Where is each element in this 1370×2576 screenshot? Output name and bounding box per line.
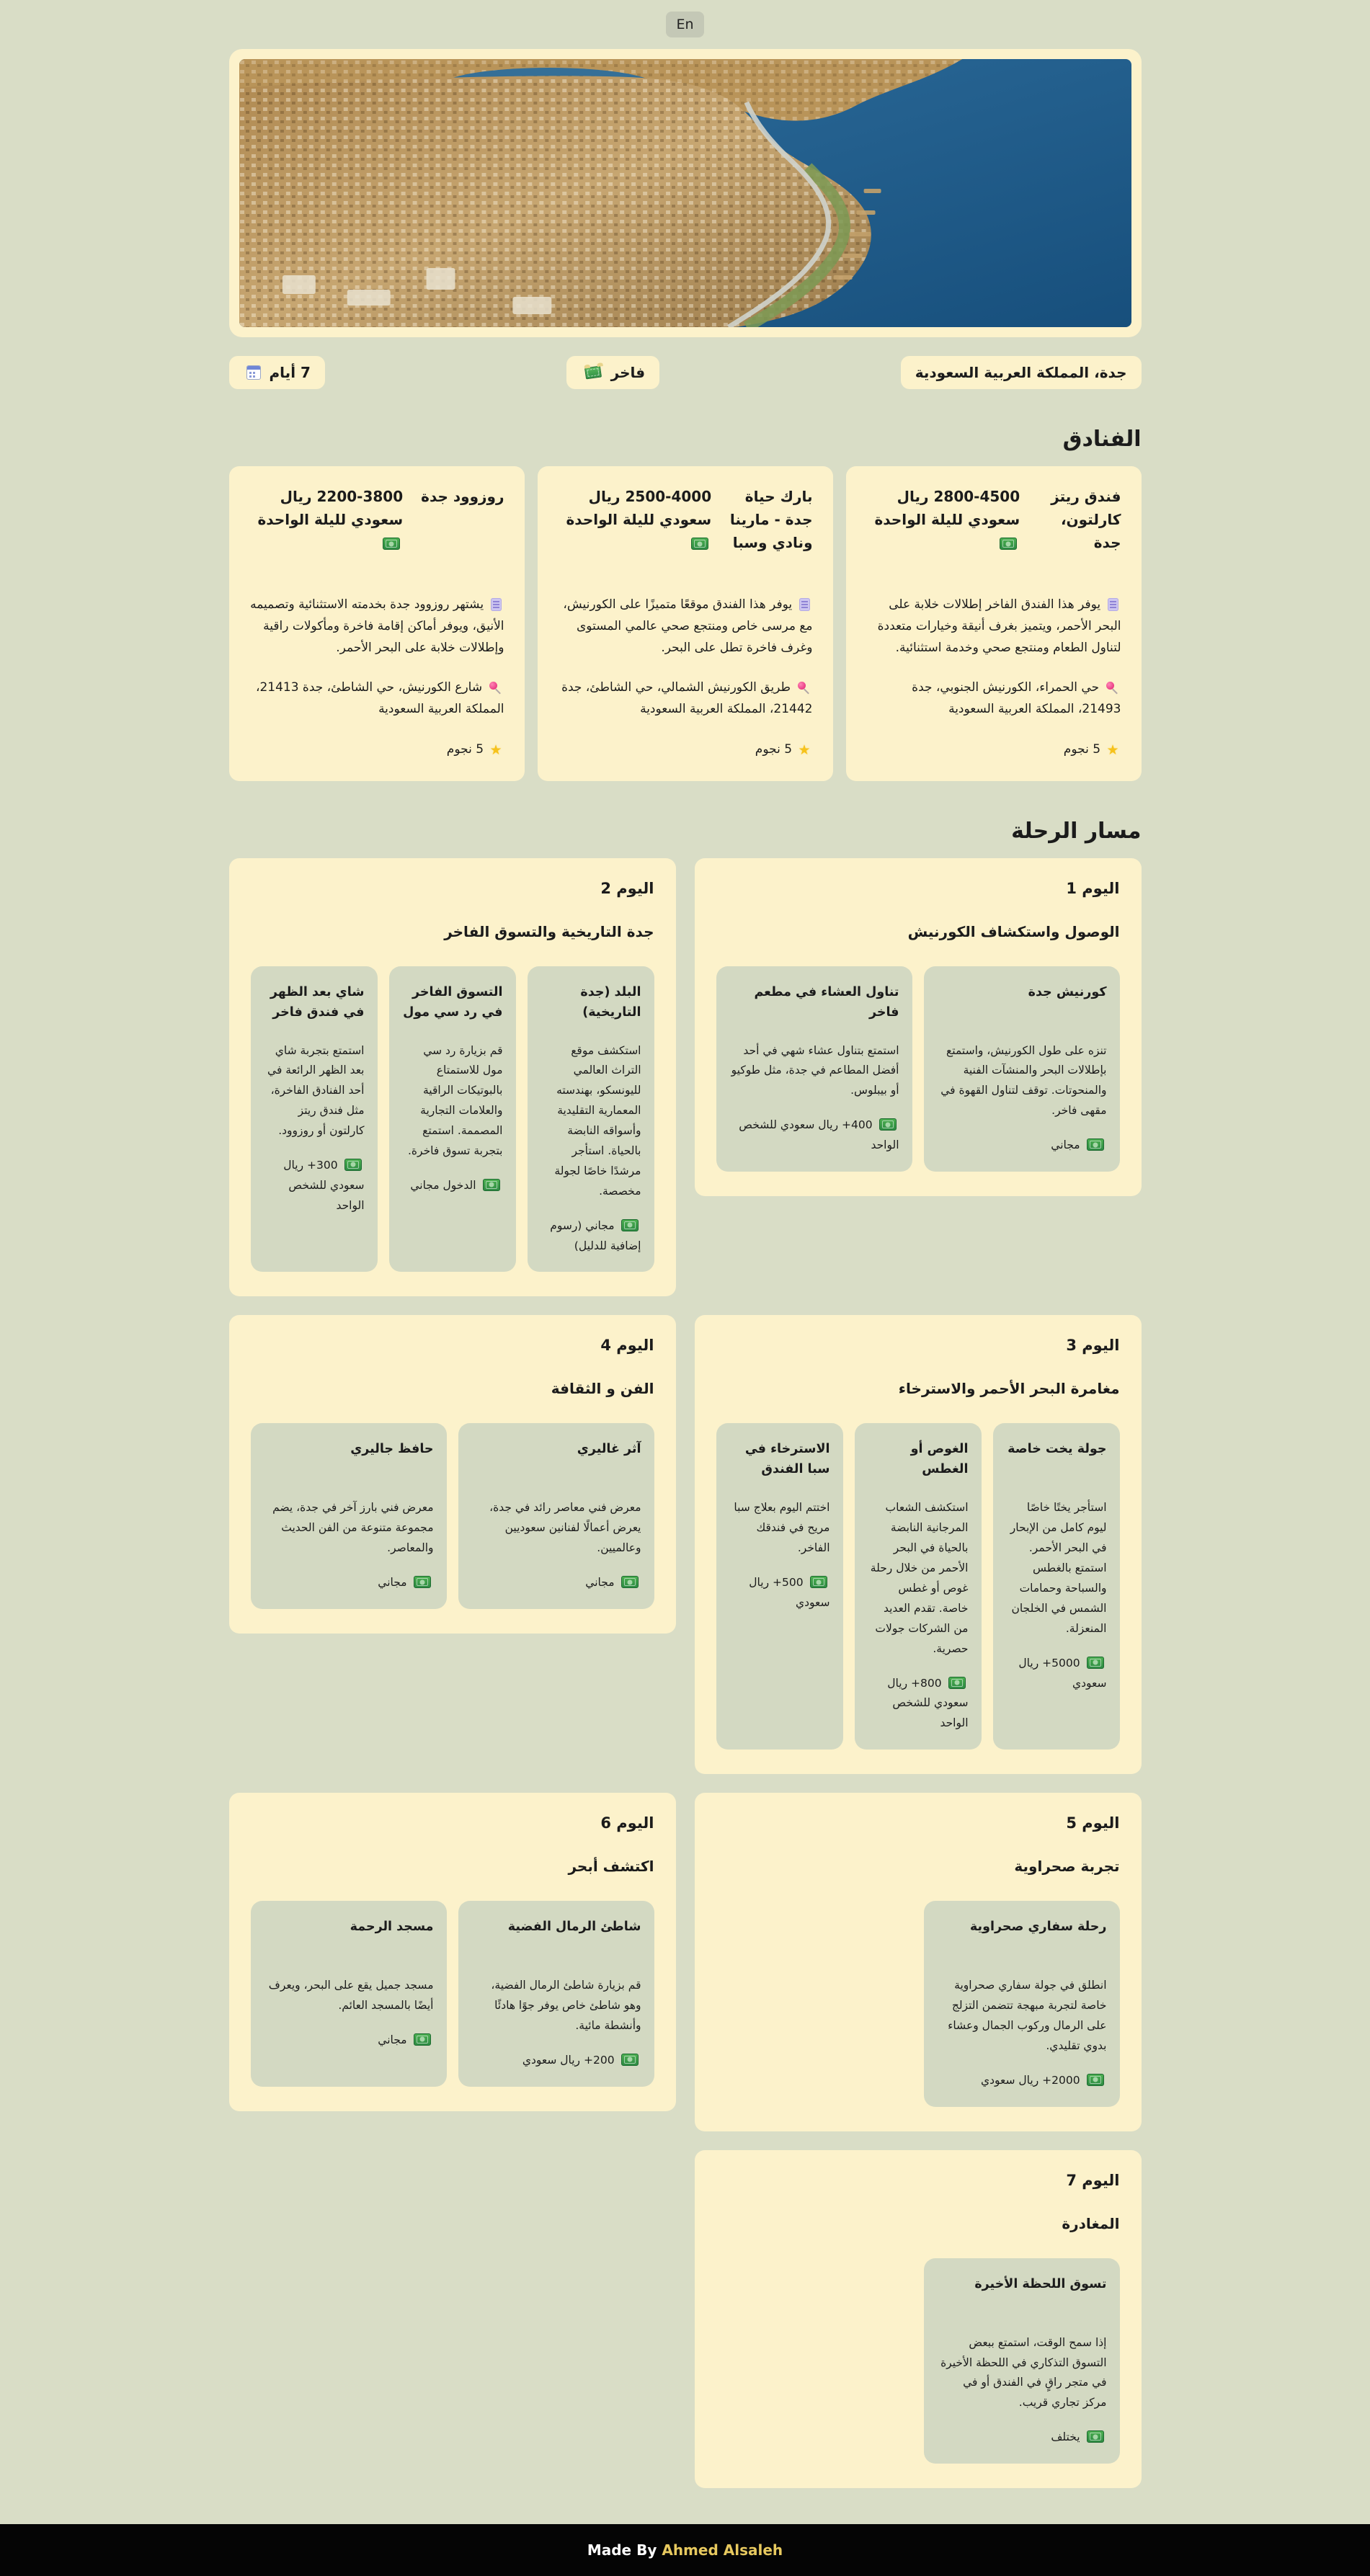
- activity-cost: [402, 1176, 503, 1196]
- hotels-grid: [229, 466, 1142, 781]
- money-icon: [1087, 2074, 1104, 2086]
- activity-card: [993, 1423, 1120, 1750]
- activity-card: [716, 966, 912, 1172]
- hotel-description: [558, 594, 813, 659]
- activity-description: استأجر يختًا خاصًا ليوم كامل من الإبحار في البحر الأحمر. استمتع بالغطس والسباحة وحمامات الشمس في الخلجان المنعزلة.: [1010, 1501, 1107, 1635]
- activity-description: استكشف الشعاب المرجانية النابضة بالحياة في البحر الأحمر من خلال رحلة غوص أو غطس خاصة. تقدم العديد من الشركات جولات حصرية.: [870, 1501, 969, 1655]
- document-icon: [1108, 598, 1118, 611]
- activity-cost: [264, 1156, 365, 1216]
- day-activities: [716, 1901, 1120, 2106]
- hotel-rating-text: 5 نجوم: [1063, 741, 1101, 757]
- pushpin-icon: [489, 682, 502, 694]
- activity-description: استمتع بتجربة شاي بعد الظهر الرائعة في أحد الفنادق الفاخرة، مثل فندق ريتز كارلتون أو روزوود.: [267, 1043, 365, 1138]
- activity-name: جولة يخت خاصة: [1008, 1442, 1107, 1457]
- day-title: جدة التاريخية والتسوق الفاخر: [444, 922, 654, 940]
- activity-cost-text: مجاني: [585, 1576, 615, 1590]
- day-label: اليوم 6: [600, 1814, 654, 1832]
- activity-description: اختتم اليوم بعلاج سبا مريح في فندقك الفاخر.: [734, 1501, 830, 1555]
- hotel-card-header: [866, 485, 1121, 594]
- money-icon: [621, 2054, 639, 2066]
- hotel-price-label: 2800-4500 ريال سعودي لليلة الواحدة: [874, 488, 1020, 528]
- money-icon: [383, 538, 400, 550]
- money-icon: [1000, 538, 1017, 550]
- activity-cost-text: الدخول مجاني: [410, 1178, 476, 1192]
- calendar-icon: [246, 365, 261, 380]
- activity-description: مسجد جميل يقع على البحر، ويعرف أيضًا بالمسجد العائم.: [268, 1979, 434, 2013]
- money-icon: [1087, 1138, 1104, 1151]
- hotel-description-text: يشتهر روزوود جدة بخدمته الاستثنائية وتصميمه الأنيق، ويوفر أماكن إقامة فاخرة ومأكولات راقية وإطلالات خلابة على البحر الأحمر.: [250, 597, 504, 655]
- day-card: [229, 858, 676, 1297]
- activity-name: البلد (جدة التاريخية): [580, 984, 641, 1020]
- hotel-rating: [558, 739, 813, 762]
- hotel-price-label: 2500-4000 ريال سعودي لليلة الواحدة: [566, 488, 712, 528]
- activity-name: رحلة سفاري صحراوية: [969, 1920, 1107, 1935]
- day-title: تجربة صحراوية: [1014, 1858, 1120, 1876]
- footer: [0, 2524, 1370, 2576]
- tier-badge-label: فاخر: [610, 364, 646, 381]
- day-activities: [251, 1901, 654, 2087]
- activity-cost: [1006, 1654, 1107, 1694]
- activity-card: [389, 966, 516, 1273]
- hotel-description: [249, 594, 504, 659]
- money-icon: [344, 1159, 362, 1171]
- day-label: اليوم 7: [1066, 2171, 1120, 2189]
- hotel-address: [249, 677, 504, 721]
- activity-card: [458, 1423, 654, 1609]
- footer-author: Ahmed Alsaleh: [662, 2541, 783, 2559]
- money-icon: [948, 1677, 966, 1689]
- hotel-rating-text: 5 نجوم: [446, 741, 484, 757]
- money-icon: [483, 1179, 500, 1191]
- hotel-card: [538, 466, 833, 781]
- activity-card: [458, 1901, 654, 2087]
- hotel-address: [558, 677, 813, 721]
- document-icon: [799, 598, 810, 611]
- activity-cost-text: 5000+ ريال سعودي: [1018, 1656, 1107, 1690]
- location-badge-label: جدة، المملكة العربية السعودية: [915, 364, 1127, 381]
- day-activities: [716, 1423, 1120, 1750]
- star-icon: [798, 741, 810, 762]
- activity-description: انطلق في جولة سفاري صحراوية خاصة لتجربة مبهجة تتضمن التزلج على الرمال وركوب الجمال وعشاء بدوي تقليدي.: [948, 1979, 1107, 2052]
- itinerary-grid: [229, 858, 1142, 2489]
- hotel-card-header: [249, 485, 504, 594]
- activity-name: الغوص أو الغطس: [910, 1442, 969, 1477]
- activity-name: شاي بعد الظهر في فندق فاخر: [270, 984, 365, 1020]
- day-title: الفن و الثقافة: [551, 1380, 654, 1398]
- hotel-price: [558, 485, 712, 554]
- day-card: [229, 1793, 676, 2111]
- duration-badge-label: 7 أيام: [269, 364, 311, 381]
- activity-cost-text: 500+ ريال سعودي: [749, 1576, 830, 1609]
- hotel-rating: [249, 739, 504, 762]
- footer-made-by: Made By: [587, 2541, 657, 2559]
- itinerary-section-title: مسار الرحلة: [1011, 818, 1142, 844]
- hotel-description-text: يوفر هذا الفندق موقعًا متميزًا على الكورنيش، مع مرسى خاص ومنتجع صحي عالمي المستوى وغرف فاخرة تطل على البحر.: [563, 597, 813, 655]
- money-icon: [1087, 1657, 1104, 1669]
- hotel-rating: [866, 739, 1121, 762]
- activity-cost-text: يختلف: [1051, 2430, 1080, 2444]
- day-activities: [716, 966, 1120, 1172]
- activity-cost: [937, 1136, 1107, 1156]
- activity-cost-text: مجاني: [378, 1576, 407, 1590]
- top-bar: [0, 0, 1370, 45]
- money-icon: [414, 2033, 431, 2046]
- activity-cost: [471, 2051, 641, 2071]
- activity-card: [251, 966, 378, 1273]
- activity-name: آثر غاليري: [577, 1442, 641, 1457]
- hotel-description: [866, 594, 1121, 659]
- activity-card: [716, 1423, 843, 1750]
- activity-cost: [937, 2071, 1107, 2091]
- activity-cost: [868, 1674, 969, 1734]
- activity-cost: [264, 2031, 434, 2051]
- activity-name: تناول العشاء في مطعم فاخر: [754, 984, 899, 1020]
- star-icon: [1106, 741, 1118, 762]
- day-activities: [251, 1423, 654, 1609]
- activity-cost-text: 2000+ ريال سعودي: [980, 2073, 1080, 2087]
- language-toggle-button[interactable]: En: [666, 12, 703, 37]
- activity-name: شاطئ الرمال الفضية: [507, 1920, 641, 1935]
- activity-name: كورنيش جدة: [1028, 984, 1107, 999]
- hotel-name: فندق ريتز كارلتون، جدة: [1051, 488, 1121, 551]
- badges-row: [229, 356, 1142, 389]
- day-label: اليوم 5: [1066, 1814, 1120, 1832]
- activity-cost-text: 800+ ريال سعودي للشخص الواحد: [887, 1676, 969, 1730]
- activity-cost-text: 300+ ريال سعودي للشخص الواحد: [283, 1158, 365, 1212]
- day-title: الوصول واستكشاف الكورنيش: [907, 922, 1120, 940]
- activity-name: حافظ جاليري: [350, 1442, 434, 1457]
- day-card: [695, 1315, 1142, 1774]
- activity-name: الاسترخاء في سبا الفندق: [744, 1442, 830, 1477]
- star-icon: [489, 741, 502, 762]
- activity-cost-text: 200+ ريال سعودي: [522, 2053, 615, 2067]
- activity-cost: [729, 1115, 899, 1156]
- activity-cost: [729, 1573, 830, 1613]
- hotel-price: [249, 485, 404, 554]
- activity-cost-text: مجاني: [378, 2033, 407, 2046]
- hotel-address-text: حي الحمراء، الكورنيش الجنوبي، جدة 21493، المملكة العربية السعودية: [912, 680, 1121, 716]
- day-label: اليوم 4: [600, 1337, 654, 1355]
- hotel-address-text: شارع الكورنيش، حي الشاطئ، جدة 21413، المملكة العربية السعودية: [255, 680, 504, 716]
- activity-description: تنزه على طول الكورنيش، واستمتع بإطلالات البحر والمنشآت الفنية والمنحوتات. توقف لتناول القهوة في مقهى فاخر.: [940, 1043, 1107, 1118]
- pushpin-icon: [798, 682, 810, 694]
- flying-money-icon: [584, 366, 602, 380]
- hotel-price: [866, 485, 1020, 554]
- activity-card: [924, 2258, 1120, 2464]
- day-label: اليوم 3: [1066, 1337, 1120, 1355]
- activity-description: قم بزيارة رد سي مول للاستمتاع بالبوتيكات الراقية والعلامات التجارية المصممة. استمتع بتجربة تسوق فاخرة.: [407, 1043, 503, 1157]
- day-card: [695, 1793, 1142, 2131]
- activity-name: تسوق اللحظة الأخيرة: [974, 2276, 1107, 2291]
- activity-card: [924, 1901, 1120, 2106]
- activity-cost: [264, 1573, 434, 1593]
- money-icon: [621, 1219, 639, 1231]
- money-icon: [810, 1576, 827, 1588]
- document-icon: [491, 598, 502, 611]
- day-card: [695, 858, 1142, 1196]
- activity-description: إذا سمح الوقت، استمتع ببعض التسوق التذكاري في اللحظة الأخيرة في متجر راقٍ في الفندق أو في مركز تجاري قريب.: [940, 2335, 1107, 2410]
- money-icon: [621, 1576, 639, 1588]
- money-icon: [1087, 2430, 1104, 2443]
- activity-card: [251, 1901, 447, 2087]
- activity-cost: [471, 1573, 641, 1593]
- day-card: [229, 1315, 676, 1634]
- day-title: اكتشف أبحر: [568, 1858, 654, 1876]
- activity-card: [251, 1423, 447, 1609]
- hotel-price-label: 2200-3800 ريال سعودي لليلة الواحدة: [257, 488, 404, 528]
- hotel-card: [229, 466, 525, 781]
- hotel-card-header: [558, 485, 813, 594]
- hero-image-card: [229, 49, 1142, 337]
- hotels-section-title: الفنادق: [1062, 427, 1142, 452]
- activity-card: [528, 966, 654, 1273]
- activity-cost-text: مجاني: [1051, 1138, 1080, 1152]
- activity-description: استكشف موقع التراث العالمي لليونسكو، بهندسته المعمارية التقليدية وأسواقه النابضة بالحياة. استأجر مرشدًا خاصًا لجولة مخصصة.: [554, 1043, 641, 1198]
- activity-name: التسوق الفاخر في رد سي مول: [403, 984, 503, 1020]
- money-icon: [414, 1576, 431, 1588]
- day-activities: [716, 2258, 1120, 2464]
- day-title: مغامرة البحر الأحمر والاسترخاء: [898, 1380, 1120, 1398]
- hotel-card: [846, 466, 1142, 781]
- day-label: اليوم 2: [600, 879, 654, 897]
- activity-cost-text: 400+ ريال سعودي للشخص الواحد: [739, 1118, 899, 1152]
- activity-description: معرض فني بارز آخر في جدة، يضم مجموعة متنوعة من الفن الحديث والمعاصر.: [272, 1501, 434, 1555]
- day-activities: [251, 966, 654, 1273]
- tier-badge: [566, 356, 659, 389]
- money-icon: [879, 1118, 897, 1131]
- activity-name: مسجد الرحمة: [350, 1920, 434, 1935]
- pushpin-icon: [1106, 682, 1118, 694]
- day-card: [695, 2150, 1142, 2488]
- page-content: [229, 49, 1142, 2488]
- activity-card: [855, 1423, 982, 1750]
- activity-cost-text: مجاني (رسوم إضافية للدليل): [550, 1218, 641, 1252]
- money-icon: [691, 538, 708, 550]
- day-title: المغادرة: [1062, 2214, 1120, 2232]
- activity-description: معرض فني معاصر رائد في جدة، يعرض أعمالًا لفنانين سعوديين وعالميين.: [489, 1501, 641, 1555]
- activity-description: قم بزيارة شاطئ الرمال الفضية، وهو شاطئ خاص يوفر جوًا هادئًا وأنشطة مائية.: [491, 1979, 641, 2032]
- hotel-name: روزوود جدة: [421, 488, 504, 505]
- jeddah-aerial-photo: [239, 59, 1131, 327]
- hotel-rating-text: 5 نجوم: [755, 741, 793, 757]
- activity-cost: [937, 2428, 1107, 2448]
- activity-card: [924, 966, 1120, 1172]
- activity-description: استمتع بتناول عشاء شهي في أحد أفضل المطاعم في جدة، مثل طوكيو أو بيبلوس.: [731, 1043, 899, 1097]
- hotel-address: [866, 677, 1121, 721]
- hotel-address-text: طريق الكورنيش الشمالي، حي الشاطئ، جدة 21442، المملكة العربية السعودية: [561, 680, 813, 716]
- day-label: اليوم 1: [1066, 879, 1120, 897]
- hotel-name: بارك حياة جدة - مارينا ونادي وسبا: [729, 488, 813, 551]
- activity-cost: [541, 1216, 641, 1257]
- hotel-description-text: يوفر هذا الفندق الفاخر إطلالات خلابة على البحر الأحمر، ويتميز بغرف أنيقة وخيارات متعددة لتناول الطعام ومنتجع صحي وخدمة استثنائية.: [877, 597, 1121, 655]
- duration-badge: [229, 356, 325, 389]
- location-badge: [901, 356, 1142, 389]
